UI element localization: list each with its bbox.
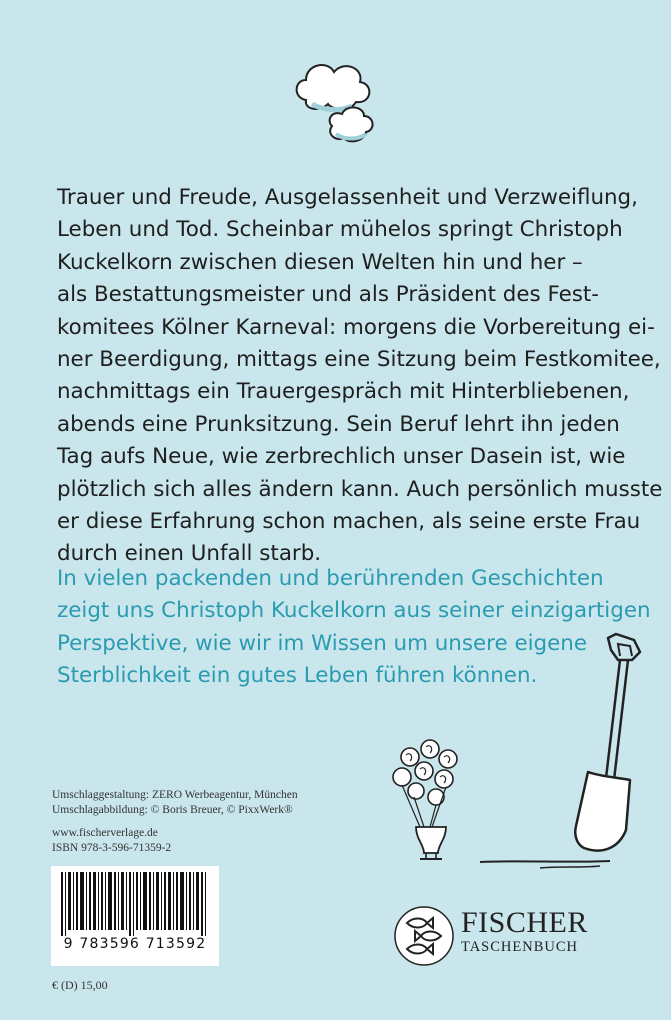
blurb-line: nachmittags ein Trauergespräch mit Hinterbliebenen,	[57, 379, 630, 405]
highlight-line: zeigt uns Christoph Kuckelkorn aus seiner einzigartigen	[57, 598, 651, 624]
barcode	[51, 866, 219, 966]
blurb-line: Kuckelkorn zwischen diesen Welten hin und her –	[57, 249, 583, 275]
blurb-line: Trauer und Freude, Ausgelassenheit und Verzweiflung,	[57, 185, 638, 210]
highlight-line: Sterblichkeit ein gutes Leben führen können.	[57, 663, 538, 689]
blurb-paragraph	[57, 182, 663, 571]
isbn-text: ISBN 978-3-596-71359-2	[52, 842, 172, 854]
publisher-website[interactable]: www.fischerverlage.de	[52, 827, 158, 839]
cover-design-credit: Umschlaggestaltung: ZERO Werbeagentur, München	[52, 789, 298, 801]
clouds-illustration	[288, 50, 388, 160]
blurb-line: komitees Kölner Karneval: morgens die Vorbereitung ei-	[57, 314, 655, 340]
blurb-line: als Bestattungsmeister und als Präsident des Fest-	[57, 282, 600, 308]
highlight-line: Perspektive, wie wir im Wissen um unsere eigene	[57, 630, 588, 656]
blurb-line: plötzlich sich alles ändern kann. Auch persönlich musste	[57, 476, 663, 502]
shovel-illustration	[480, 630, 650, 870]
publisher-imprint: TASCHENBUCH	[461, 939, 578, 955]
credits-block	[52, 788, 298, 818]
blurb-line: durch einen Unfall starb.	[57, 541, 322, 567]
barcode-bars-icon	[51, 866, 219, 938]
blurb-line: er diese Erfahrung schon machen, als seine erste Frau	[57, 509, 641, 535]
blurb-line: ner Beerdigung, mittags eine Sitzung beim Festkomitee,	[57, 347, 661, 373]
highlight-line: In vielen packenden und berührenden Geschichten	[57, 566, 604, 591]
publisher-name: FISCHER	[461, 906, 588, 939]
barcode-number: 9 783596 713592	[63, 936, 207, 952]
fischer-fish-logo	[393, 905, 455, 967]
blurb-line: Tag aufs Neue, wie zerbrechlich unser Dasein ist, wie	[57, 444, 626, 470]
blurb-line: Leben und Tod. Scheinbar mühelos springt Christoph	[57, 217, 623, 243]
blurb-line: abends eine Prunksitzung. Sein Beruf lehrt ihn jeden	[57, 411, 620, 437]
cover-image-credit: Umschlagabbildung: © Boris Breuer, © PixxWerk®	[52, 804, 293, 816]
price-label: € (D) 15,00	[52, 978, 108, 992]
flower-vase-illustration	[380, 735, 480, 865]
publisher-info	[52, 826, 171, 856]
